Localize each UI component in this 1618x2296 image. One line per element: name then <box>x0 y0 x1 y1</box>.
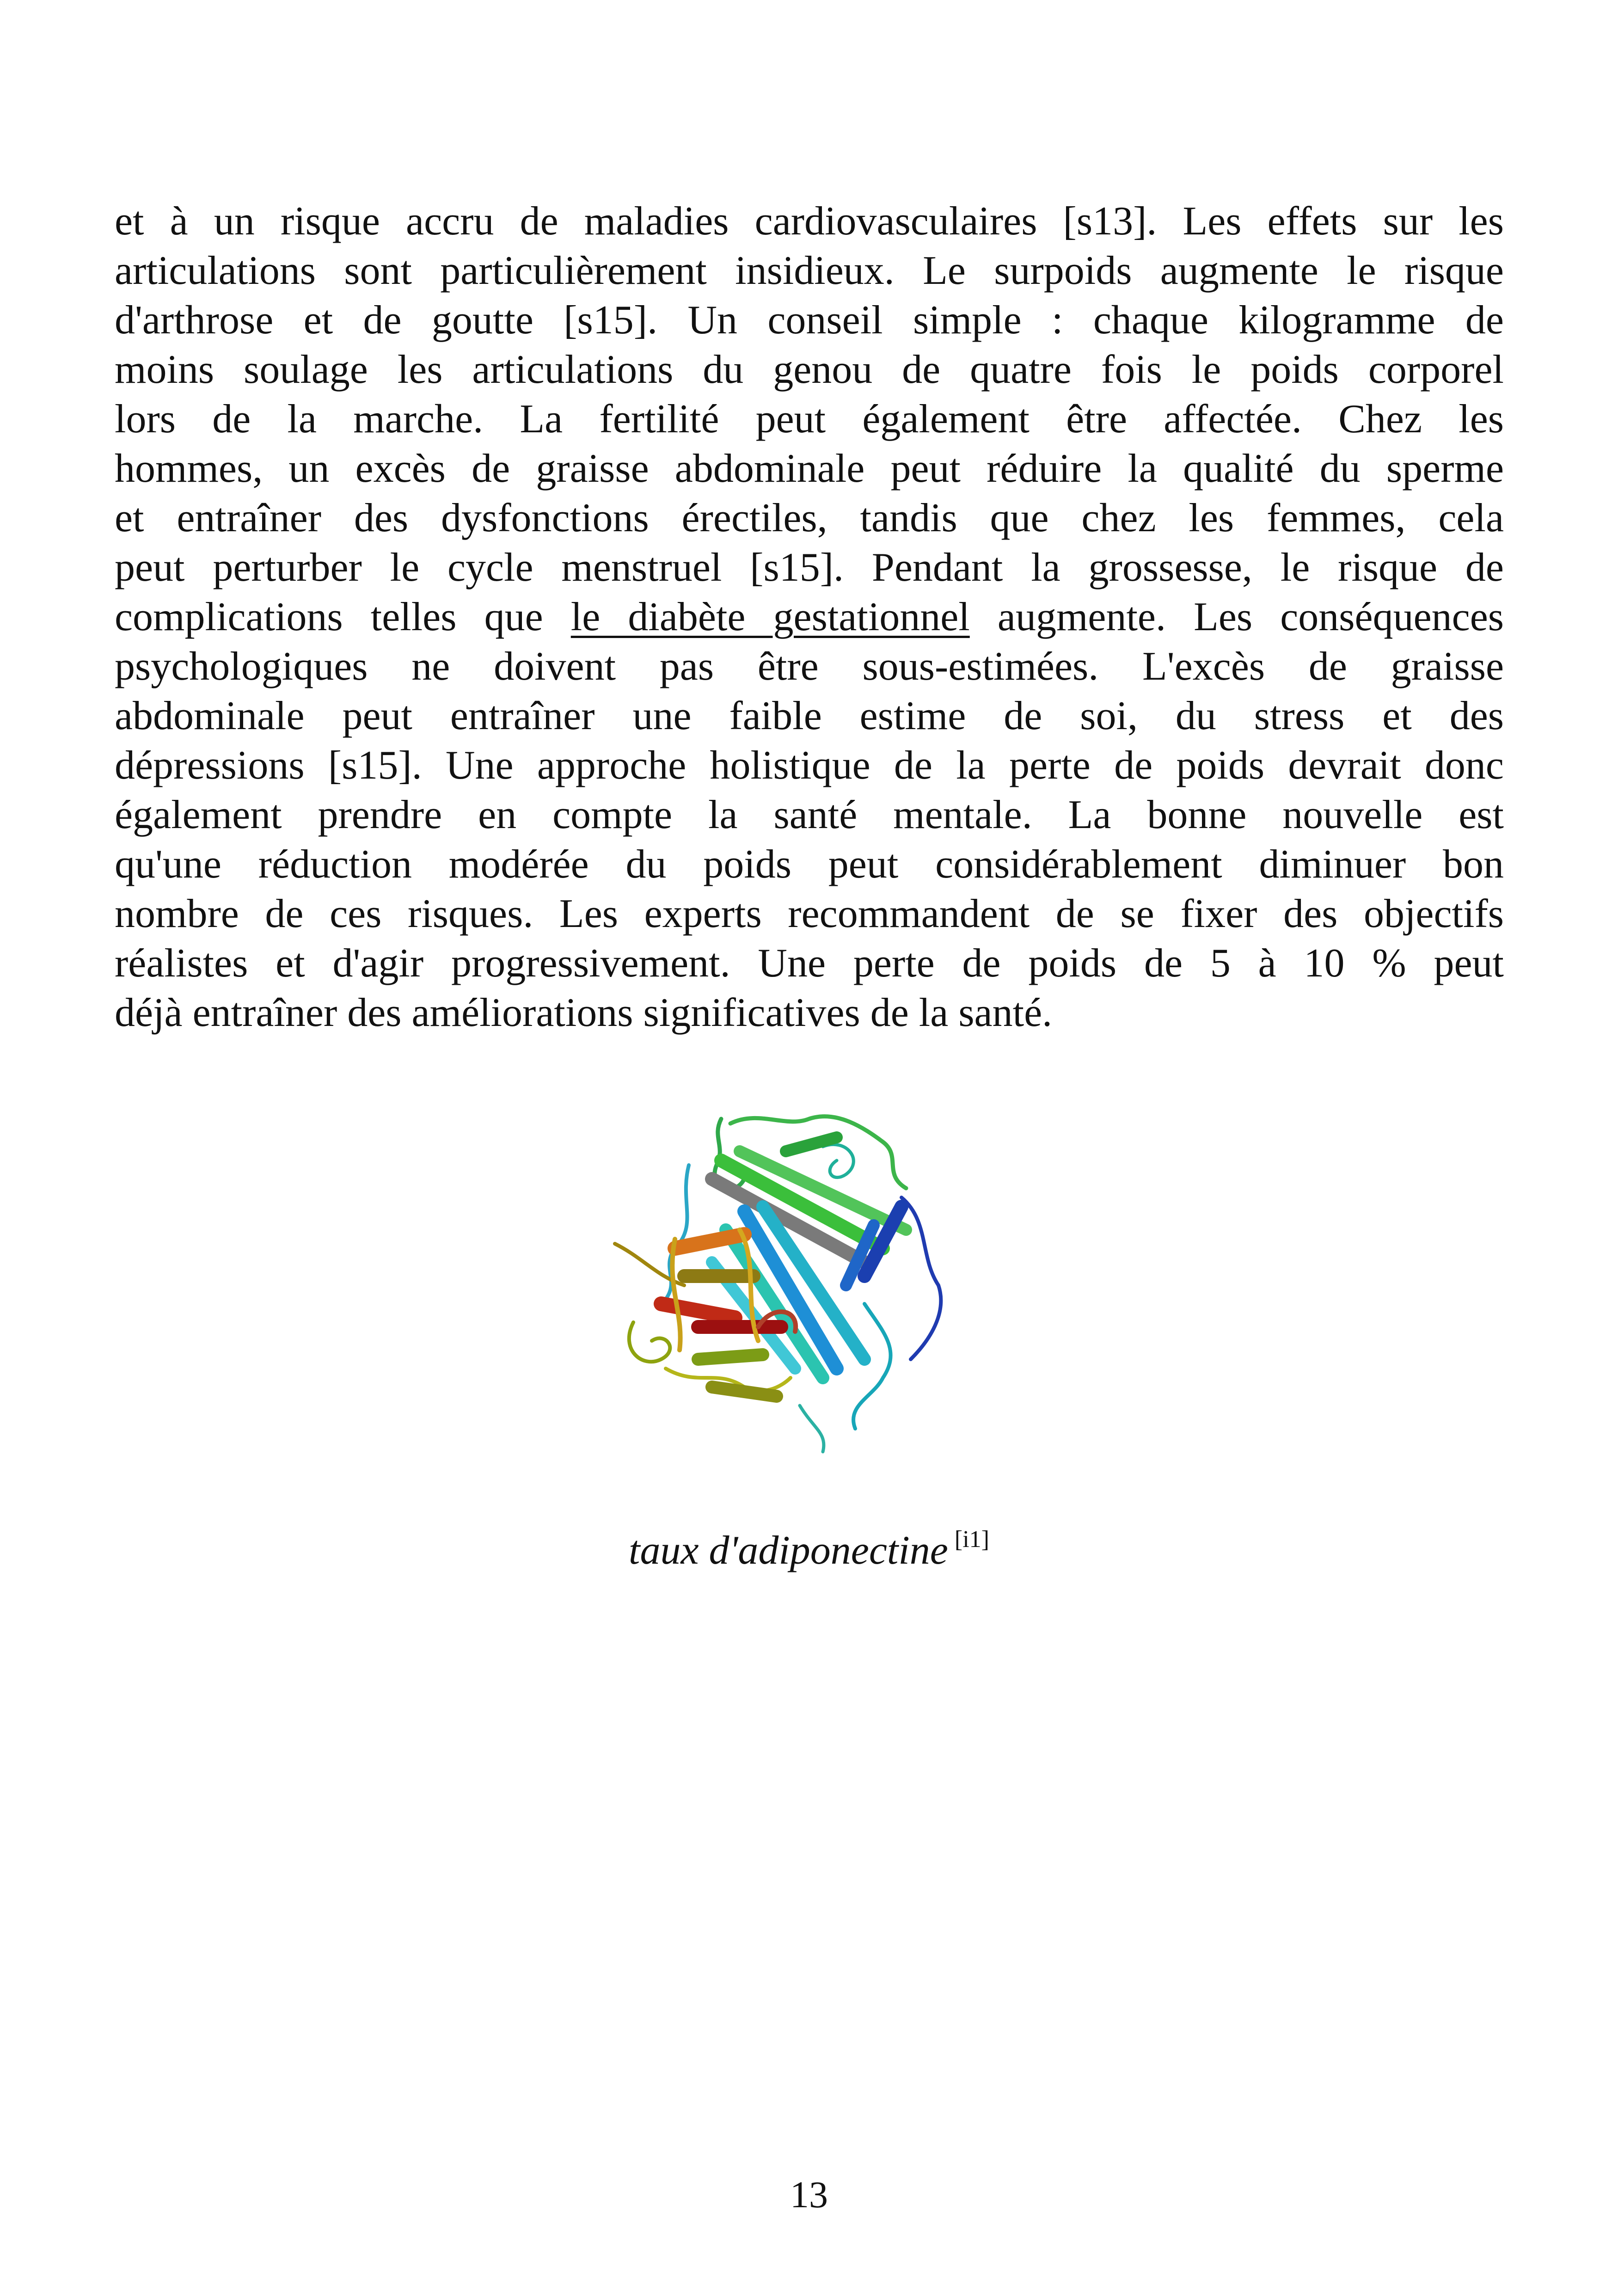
text-line: nombre de ces risques. Les experts recommandent de se fixer des objectifs <box>115 891 1504 936</box>
text-line: déjà entraîner des améliorations significatives de la santé. <box>115 990 1053 1035</box>
text-line: moins soulage les articulations du genou de quatre fois le poids corporel <box>115 347 1504 392</box>
text-line: et à un risque accru de maladies cardiovasculaires [s13]. Les effets sur les <box>115 199 1504 244</box>
text-line: également prendre en compte la santé mentale. La bonne nouvelle est <box>115 792 1504 837</box>
caption-text: taux d'adiponectine <box>629 1528 948 1573</box>
text-line: hommes, un excès de graisse abdominale peut réduire la qualité du sperme <box>115 446 1504 491</box>
gestational-diabetes-link[interactable]: le diabète gestationnel <box>570 595 970 639</box>
image-reference: [i1] <box>954 1526 989 1553</box>
text-line: articulations sont particulièrement insidieux. Le surpoids augmente le risque <box>115 248 1504 293</box>
text-line: et entraîner des dysfonctions érectiles, tandis que chez les femmes, cela <box>115 496 1504 540</box>
figure-caption <box>0 1526 1618 1574</box>
text-segment: complications telles que <box>115 595 543 639</box>
text-line: peut perturber le cycle menstruel [s15]. Pendant la grossesse, le risque de <box>115 545 1504 590</box>
text-line: lors de la marche. La fertilité peut également être affectée. Chez les <box>115 397 1504 442</box>
text-line: dépressions [s15]. Une approche holistique de la perte de poids devrait donc <box>115 743 1504 788</box>
text-line: psychologiques ne doivent pas être sous-estimées. L'excès de graisse <box>115 644 1504 689</box>
text-line: qu'une réduction modérée du poids peut considérablement diminuer bon <box>115 842 1504 887</box>
text-line-with-link <box>115 592 1504 642</box>
protein-structure-image <box>606 1110 985 1461</box>
text-line: d'arthrose et de goutte [s15]. Un conseil simple : chaque kilogramme de <box>115 298 1504 343</box>
text-line: réalistes et d'agir progressivement. Une perte de poids de 5 à 10 % peut <box>115 941 1504 986</box>
page-number: 13 <box>790 2173 828 2216</box>
text-line: abdominale peut entraîner une faible estime de soi, du stress et des <box>115 694 1504 738</box>
text-segment: augmente. Les conséquences <box>997 595 1504 639</box>
body-paragraph <box>115 196 1504 1037</box>
